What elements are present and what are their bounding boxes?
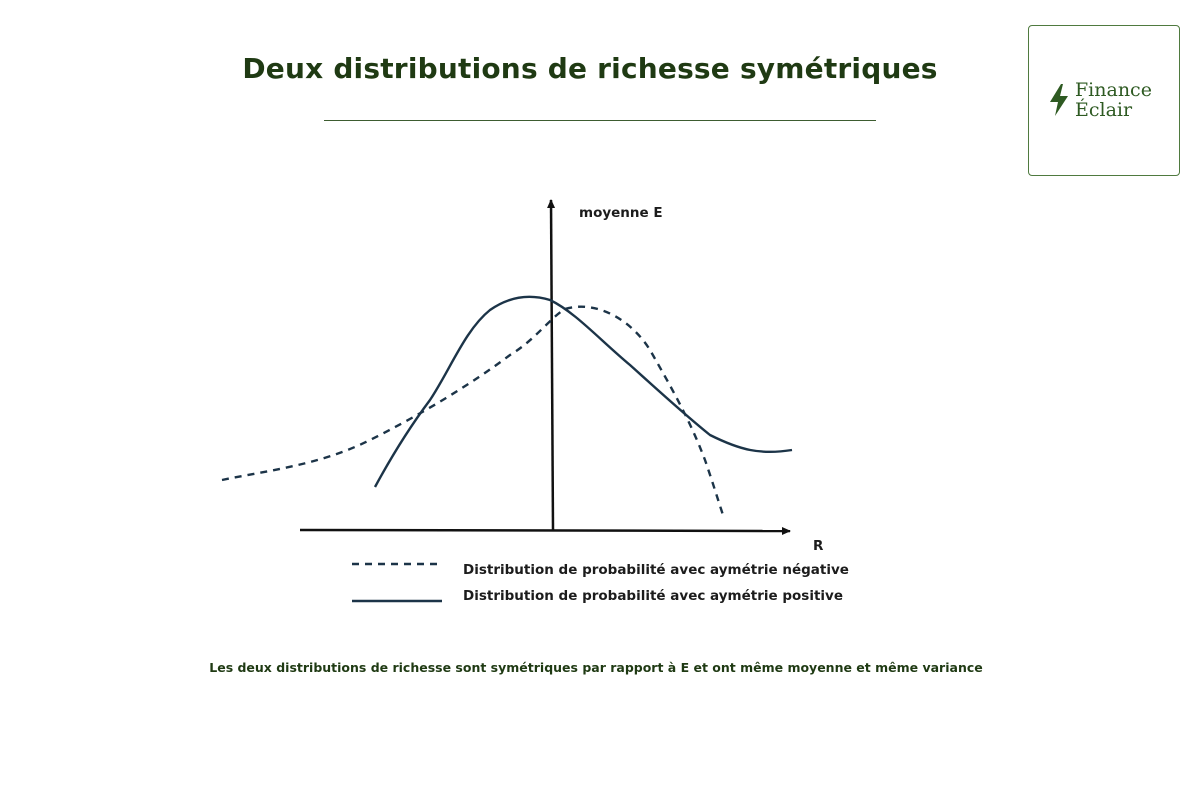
- legend-label-negative: Distribution de probabilité avec aymétrie négative: [463, 562, 849, 578]
- caption: Les deux distributions de richesse sont symétriques par rapport à E et ont même moyenne et même variance: [209, 660, 983, 675]
- page-title: Deux distributions de richesse symétriques: [242, 52, 938, 85]
- legend-label-positive: Distribution de probabilité avec aymétrie positive: [463, 588, 844, 604]
- negative-skew-curve: [222, 307, 723, 515]
- brand-name-line-2: Éclair: [1075, 99, 1133, 121]
- x-axis: [300, 530, 790, 531]
- positive-skew-curve: [375, 297, 792, 487]
- brand-name-line-1: Finance: [1075, 79, 1152, 101]
- y-axis: [551, 200, 553, 530]
- legend: [352, 562, 849, 604]
- x-axis-label: R: [813, 538, 824, 554]
- y-axis-label: moyenne E: [579, 205, 663, 221]
